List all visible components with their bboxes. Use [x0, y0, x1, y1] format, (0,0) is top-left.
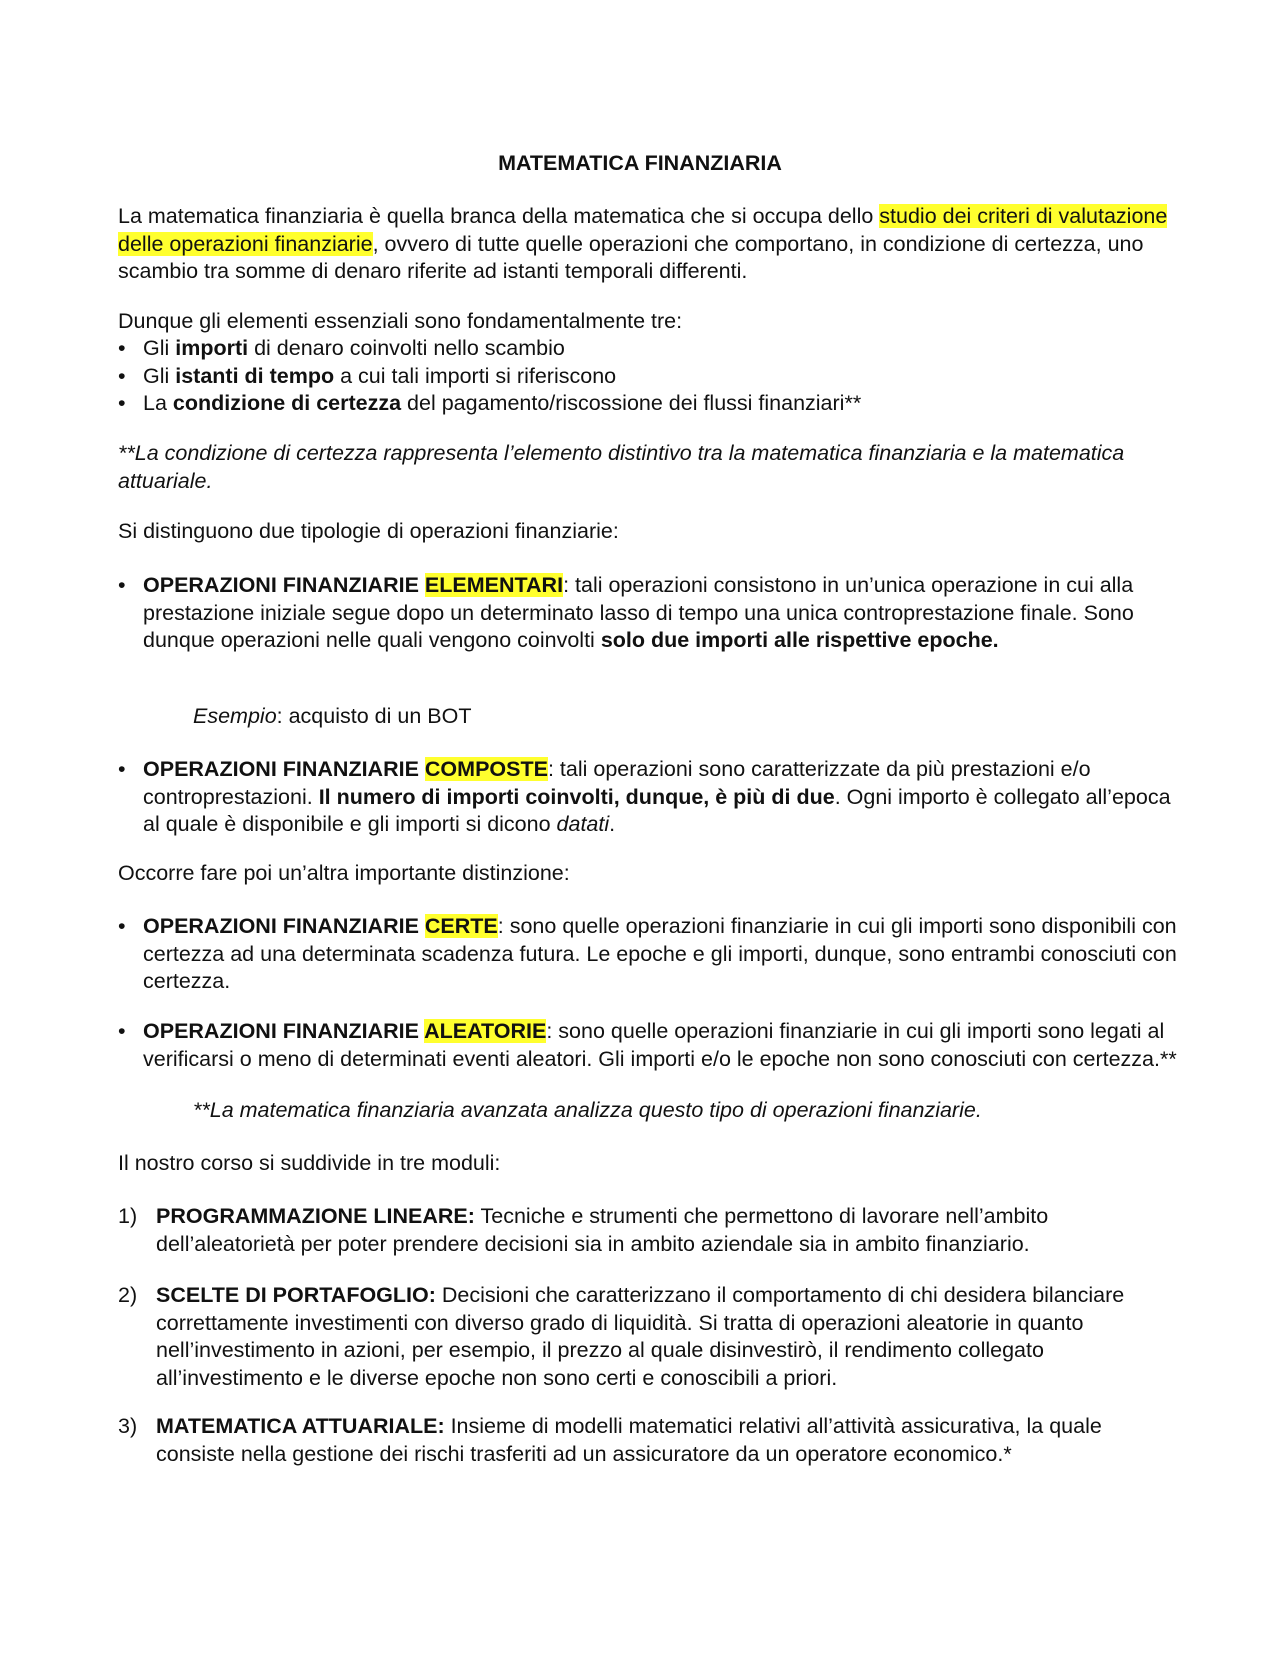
list-item: • La condizione di certezza del pagamento/riscossione dei flussi finanziari** [118, 390, 1178, 418]
list-item: • Gli importi di denaro coinvolti nello scambio [118, 335, 1178, 363]
certe-item [118, 913, 1178, 996]
types-lead: Si distinguono due tipologie di operazioni finanziarie: [118, 519, 619, 543]
list-item: • Gli istanti di tempo a cui tali importi si riferiscono [118, 363, 1178, 391]
distinction-lead: Occorre fare poi un’altra importante distinzione: [118, 861, 570, 885]
intro-text-1: La matematica finanziaria è quella branca della matematica che si occupa dello [118, 204, 880, 228]
elements-list [118, 335, 1178, 418]
module-item-3: 3) MATEMATICA ATTUARIALE: Insieme di modelli matematici relativi all’attività assicurativa, la quale consiste nella gestione dei rischi trasferiti ad un assicuratore da un operatore economico.* [118, 1414, 1102, 1466]
aleatorie-highlight: ALEATORIE [424, 1019, 547, 1043]
intro-text-2: , ovvero di tutte quelle operazioni che comportano, in condizione di certezza, uno scambio tra somme di denaro riferite ad istanti temporali differenti. [118, 231, 1144, 283]
list-item: • OPERAZIONI FINANZIARIE ALEATORIE: sono quelle operazioni finanziarie in cui gli importi sono legati al verificarsi o meno di determinati eventi aleatori. Gli importi e/o le epoche non sono conosciuti con certezza.** [118, 1018, 1178, 1073]
advanced-note: **La matematica finanziaria avanzata analizza questo tipo di operazioni finanziarie. [193, 1098, 982, 1122]
intro-paragraph [118, 203, 1168, 286]
elementari-highlight: ELEMENTARI [424, 573, 564, 597]
elementari-item [118, 572, 1178, 655]
modules-lead: Il nostro corso si suddivide in tre moduli: [118, 1151, 501, 1175]
certe-highlight: CERTE [424, 914, 498, 938]
elements-lead: Dunque gli elementi essenziali sono fondamentalmente tre: [118, 309, 683, 333]
example-line: Esempio: acquisto di un BOT [193, 704, 472, 728]
list-item: • OPERAZIONI FINANZIARIE ELEMENTARI: tali operazioni consistono in un’unica operazione in cui alla prestazione iniziale segue dopo un determinato lasso di tempo una unica controprestazione finale. Sono dunque operazioni nelle quali vengono coinvolti solo due importi alle rispettive epoche. [118, 572, 1178, 655]
composte-item [118, 756, 1178, 839]
module-item-1: 1) PROGRAMMAZIONE LINEARE: Tecniche e strumenti che permettono di lavorare nell’ambito dell’aleatorietà per poter prendere decisioni sia in ambito aziendale sia in ambito finanziario. [118, 1204, 1049, 1256]
module-item-2: 2) SCELTE DI PORTAFOGLIO: Decisioni che caratterizzano il comportamento di chi desidera bilanciare correttamente investimenti con diverso grado di liquidità. Si tratta di operazioni aleatorie in quanto nell’investimento in azioni, per esempio, il prezzo al quale disinvestirò, il rendimento collegato all’investimento e le diverse epoche non sono certi e conoscibili a priori. [118, 1283, 1125, 1390]
composte-highlight: COMPOSTE [424, 757, 548, 781]
page-title: MATEMATICA FINANZIARIA [498, 151, 782, 175]
list-item: • OPERAZIONI FINANZIARIE COMPOSTE: tali operazioni sono caratterizzate da più prestazioni e/o controprestazioni. Il numero di importi coinvolti, dunque, è più di due. Ogni importo è collegato all’epoca al quale è disponibile e gli importi si dicono datati. [118, 756, 1178, 839]
list-item: • OPERAZIONI FINANZIARIE CERTE: sono quelle operazioni finanziarie in cui gli importi sono disponibili con certezza ad una determinata scadenza futura. Le epoche e gli importi, dunque, sono entrambi conosciuti con certezza. [118, 913, 1178, 996]
aleatorie-item [118, 1018, 1178, 1073]
certainty-note: **La condizione di certezza rappresenta l’elemento distintivo tra la matematica finanziaria e la matematica attuariale. [118, 441, 1125, 493]
intro-highlight: studio dei criteri di valutazione delle operazioni finanziarie [118, 204, 1168, 256]
